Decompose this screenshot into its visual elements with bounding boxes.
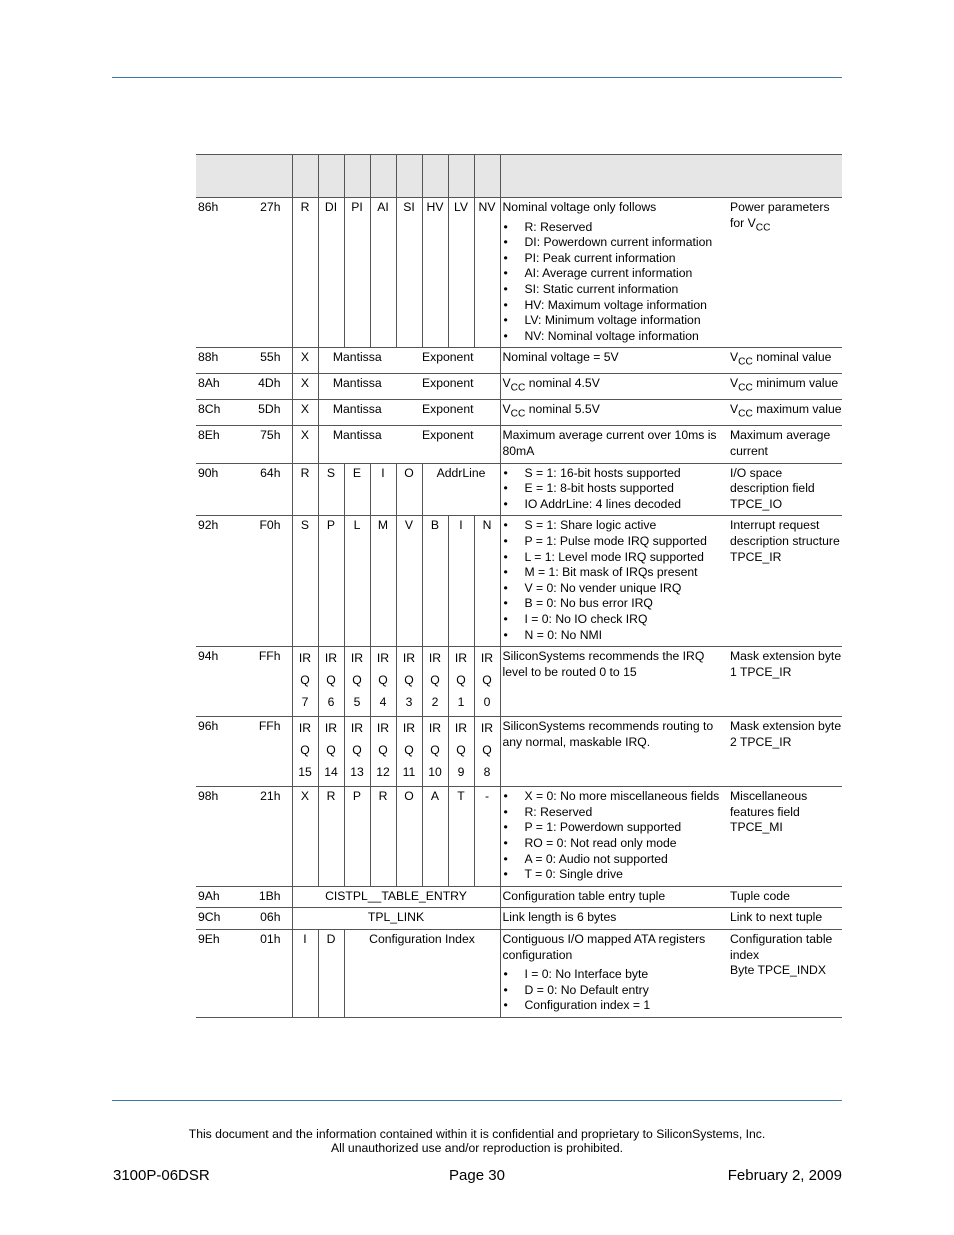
table-header-row <box>196 155 842 198</box>
table-row: 9Ah 1Bh CISTPL__TABLE_ENTRY Configuration table entry tuple Tuple code <box>196 886 842 908</box>
table-row: 90h 64h R S E I O AddrLine • S = 1: 16-bit hosts supported • E = 1: 8-bit hosts supported • IO AddrLine: 4 lines decoded I/O space description field TPCE_IO <box>196 463 842 516</box>
table-row: 96h FFh IR Q 15 IR Q 14 IR Q 13 IR Q 12 IR Q 11 IR Q 10 IR Q 9 IR Q 8 SiliconSystems recommends routing to any normal, maskable IRQ. Mask extension byte 2 TPCE_IR <box>196 717 842 787</box>
bullet-list: • I = 0: No Interface byte • D = 0: No Default entry • Configuration index = 1 <box>503 967 726 1014</box>
table-row: 8Ch 5Dh X Mantissa Exponent $V_{CC}$ nominal 5.5V $V_{CC}$ maximum value <box>196 400 842 426</box>
document-number: 3100P-06DSR <box>113 1167 210 1184</box>
bullet-list: • X = 0: No more miscellaneous fields • R: Reserved • P = 1: Powerdown supported • RO = 0: Not read only mode • A = 0: Audio not supported • T = 0: Single drive <box>503 789 726 883</box>
footer-rule <box>112 1100 842 1101</box>
bullet-list: • S = 1: Share logic active • P = 1: Pulse mode IRQ supported • L = 1: Level mode IRQ supported • M = 1: Bit mask of IRQs present • V = 0: No vender unique IRQ • B = 0: No bus error IRQ • I = 0: No IO check IRQ • N = 0: No NMI <box>503 518 726 643</box>
bullet-list: • R: Reserved • DI: Powerdown current information • PI: Peak current information • AI: Average current information • SI: Static current information • HV: Maximum voltage information • LV: Minimum voltage information • NV: Nominal voltage information <box>503 220 726 345</box>
cis-table <box>196 154 842 1018</box>
page-number: Page 30 <box>449 1167 505 1184</box>
confidentiality-notice: This document and the information contained within it is confidential and proprietary to SiliconSystems, Inc. All unauthorized use and/or reproduction is prohibited. <box>188 1127 766 1155</box>
document-date: February 2, 2009 <box>727 1167 842 1184</box>
table-row: 86h 27h R DI PI AI SI HV LV NV Nominal voltage only follows • R: Reserved • DI: Powerdown current information • PI: Peak current information • AI: Average current information • SI: Static current information • HV: Maximum voltage information • LV: Minimum voltage information • NV: Nominal voltage information Power parameters for $V_{CC}$ <box>196 198 842 348</box>
header-rule <box>112 77 842 78</box>
table-row: 8Ah 4Dh X Mantissa Exponent $V_{CC}$ nominal 4.5V $V_{CC}$ minimum value <box>196 374 842 400</box>
table-row: 92h F0h S P L M V B I N • S = 1: Share logic active • P = 1: Pulse mode IRQ supported • L = 1: Level mode IRQ supported • M = 1: Bit mask of IRQs present • V = 0: No vender unique IRQ • B = 0: No bus error IRQ • I = 0: No IO check IRQ • N = 0: No NMI Interrupt request description structure TPCE_IR <box>196 516 842 647</box>
table-row: 8Eh 75h X Mantissa Exponent Maximum average current over 10ms is 80mA Maximum average current <box>196 426 842 463</box>
table-row: 9Ch 06h TPL_LINK Link length is 6 bytes Link to next tuple <box>196 908 842 930</box>
table-row: 9Eh 01h I D Configuration Index Contiguous I/O mapped ATA registers configuration • I = 0: No Interface byte • D = 0: No Default entry • Configuration index = 1 Configuration table index Byte TPCE_INDX <box>196 929 842 1017</box>
bullet-list: • S = 1: 16-bit hosts supported • E = 1: 8-bit hosts supported • IO AddrLine: 4 lines decoded <box>503 466 726 513</box>
table-row: 94h FFh IR Q 7 IR Q 6 IR Q 5 IR Q 4 IR Q 3 IR Q 2 IR Q 1 IR Q 0 SiliconSystems recommends the IRQ level to be routed 0 to 15 Mask extension byte 1 TPCE_IR <box>196 647 842 717</box>
table-row: 88h 55h X Mantissa Exponent Nominal voltage = 5V $V_{CC}$ nominal value <box>196 348 842 374</box>
table-row: 98h 21h X R P R O A T - • X = 0: No more miscellaneous fields • R: Reserved • P = 1: Powerdown supported • RO = 0: Not read only mode • A = 0: Audio not supported • T = 0: Single drive Miscellaneous features field TPCE_MI <box>196 787 842 887</box>
